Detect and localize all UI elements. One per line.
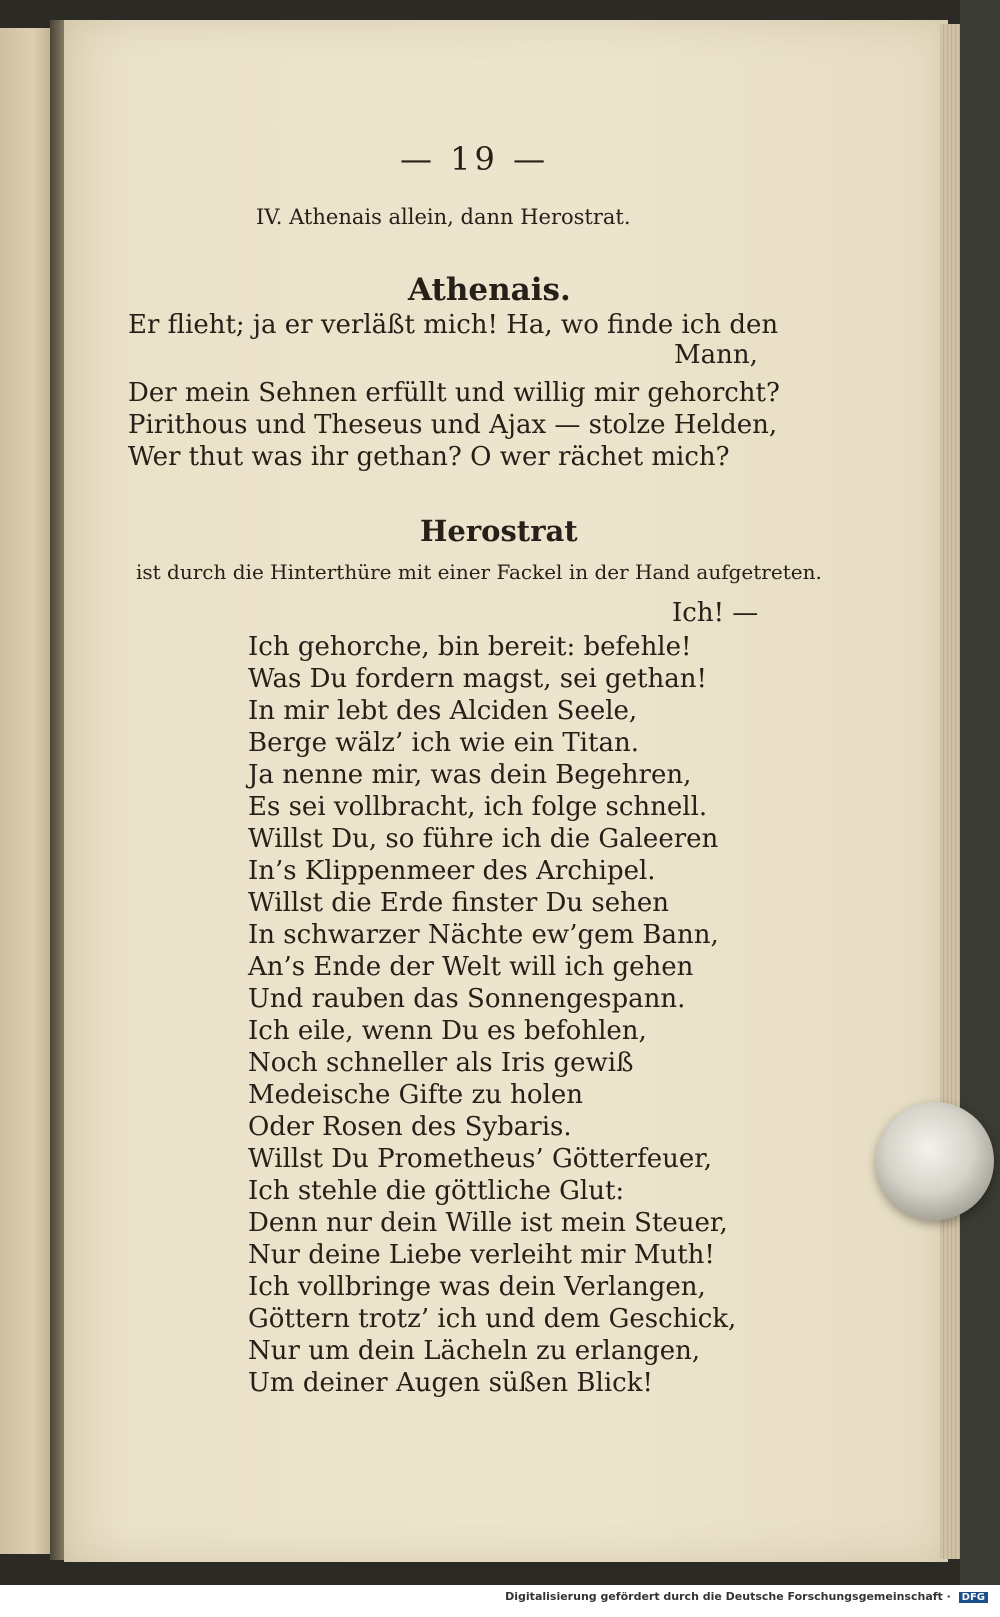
page-stack-edge <box>940 24 962 1559</box>
verse-line: Nur deine Liebe verleiht mir Muth! <box>248 1240 715 1270</box>
verse-line: Denn nur dein Wille ist mein Steuer, <box>248 1208 728 1238</box>
magnifier-lens <box>876 1102 994 1220</box>
dfg-logo: DFG <box>959 1592 988 1603</box>
speaker-herostrat: Herostrat <box>420 514 578 548</box>
verse-line: In schwarzer Nächte ew’gem Bann, <box>248 920 719 950</box>
athenais-line: Pirithous und Theseus und Ajax — stolze Helden, <box>128 410 778 440</box>
verse-line: Willst die Erde finster Du sehen <box>248 888 670 918</box>
verse-line: Ja nenne mir, was dein Begehren, <box>248 760 692 790</box>
left-page-edge <box>0 28 56 1554</box>
verse-line: Göttern trotz’ ich und dem Geschick, <box>248 1304 737 1334</box>
athenais-line: Er flieht; ja er verläßt mich! Ha, wo finde ich den <box>128 310 779 340</box>
cover-edge <box>960 0 1000 1617</box>
stage-direction: ist durch die Hinterthüre mit einer Fackel in der Hand aufgetreten. <box>136 560 822 584</box>
verse-line: An’s Ende der Welt will ich gehen <box>248 952 694 982</box>
verse-line: Ich stehle die göttliche Glut: <box>248 1176 625 1206</box>
verse-line: Und rauben das Sonnengespann. <box>248 984 686 1014</box>
athenais-line: Mann, <box>674 340 758 370</box>
speaker-athenais: Athenais. <box>408 272 571 308</box>
verse-line: Medeische Gifte zu holen <box>248 1080 584 1110</box>
herostrat-opening: Ich! — <box>672 598 759 628</box>
athenais-line: Wer thut was ihr gethan? O wer rächet mich? <box>128 442 730 472</box>
dfg-credit-text: Digitalisierung gefördert durch die Deutsche Forschungsgemeinschaft · <box>505 1590 951 1603</box>
athenais-line: Der mein Sehnen erfüllt und willig mir gehorcht? <box>128 378 780 408</box>
page-number: — 19 — <box>400 140 550 178</box>
verse-line: Nur um dein Lächeln zu erlangen, <box>248 1336 701 1366</box>
verse-line: Ich eile, wenn Du es befohlen, <box>248 1016 647 1046</box>
verse-line: Willst Du, so führe ich die Galeeren <box>248 824 719 854</box>
verse-line: Willst Du Prometheus’ Götterfeuer, <box>248 1144 713 1174</box>
verse-line: Ich gehorche, bin bereit: befehle! <box>248 632 692 662</box>
verse-line: Noch schneller als Iris gewiß <box>248 1048 634 1078</box>
verse-line: Was Du fordern magst, sei gethan! <box>248 664 707 694</box>
verse-line: Ich vollbringe was dein Verlangen, <box>248 1272 706 1302</box>
verse-line: In mir lebt des Alciden Seele, <box>248 696 638 726</box>
verse-line: Es sei vollbracht, ich folge schnell. <box>248 792 708 822</box>
dfg-credit <box>505 1590 988 1603</box>
verse-line: In’s Klippenmeer des Archipel. <box>248 856 656 886</box>
scene-heading: IV. Athenais allein, dann Herostrat. <box>256 205 631 229</box>
verse-line: Oder Rosen des Sybaris. <box>248 1112 572 1142</box>
verse-line: Um deiner Augen süßen Blick! <box>248 1368 653 1398</box>
verse-line: Berge wälz’ ich wie ein Titan. <box>248 728 639 758</box>
